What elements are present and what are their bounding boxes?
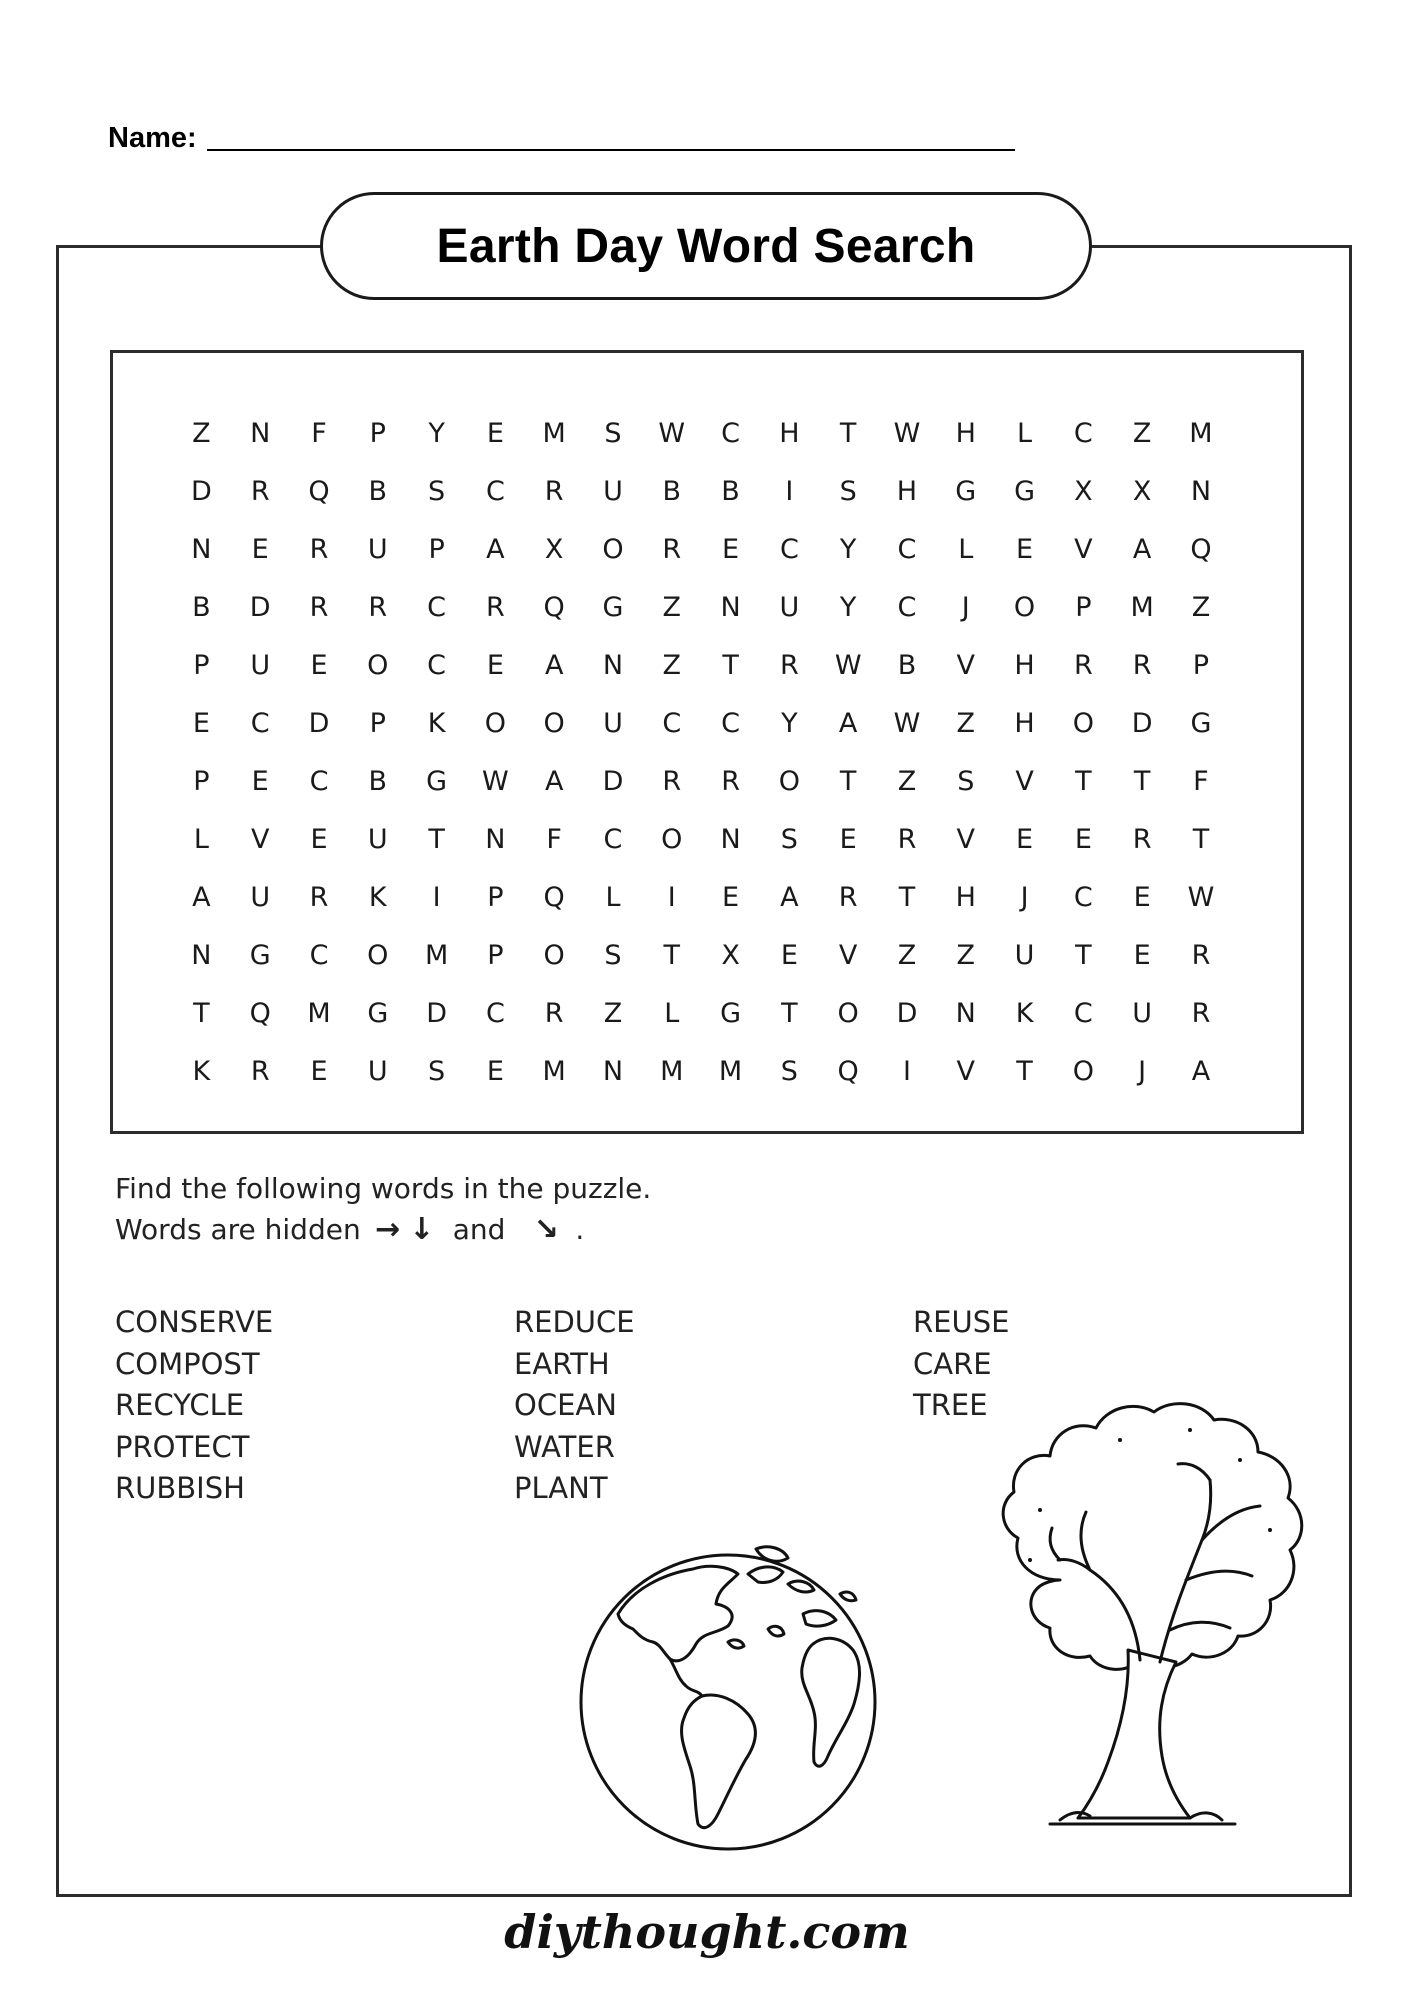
word-item: REUSE <box>913 1305 1010 1339</box>
grid-cell: E <box>251 765 269 797</box>
grid-cell: C <box>1073 417 1093 449</box>
grid-cell: G <box>426 765 448 797</box>
grid-cell: C <box>1073 881 1093 913</box>
word-item: OCEAN <box>514 1388 617 1422</box>
grid-cell: U <box>603 707 623 739</box>
arrow-down-icon: ↓ <box>409 1212 435 1247</box>
grid-cell: D <box>191 475 212 507</box>
grid-cell: O <box>1072 1055 1094 1087</box>
grid-cell: U <box>367 1055 388 1087</box>
arrow-diagonal-icon: ↘ <box>533 1212 559 1247</box>
instruction-line-1: Find the following words in the puzzle. <box>115 1172 652 1205</box>
grid-cell: K <box>192 1055 211 1087</box>
grid-cell: S <box>428 475 446 507</box>
grid-cell: W <box>658 417 686 449</box>
grid-cell: D <box>308 707 330 739</box>
globe-icon <box>578 1534 878 1864</box>
word-item: RUBBISH <box>115 1471 245 1505</box>
grid-cell: K <box>427 707 446 739</box>
grid-cell: R <box>544 997 564 1029</box>
grid-cell: K <box>368 881 387 913</box>
grid-cell: J <box>961 591 970 623</box>
grid-cell: G <box>367 997 389 1029</box>
grid-cell: Z <box>662 591 682 623</box>
grid-cell: H <box>1014 649 1035 681</box>
grid-cell: T <box>428 823 445 855</box>
grid-cell: M <box>1130 591 1154 623</box>
grid-cell: C <box>779 533 799 565</box>
grid-cell: T <box>1192 823 1210 855</box>
grid-cell: Y <box>839 533 857 565</box>
grid-cell: X <box>544 533 564 565</box>
grid-cell: C <box>427 649 447 681</box>
grid-cell: E <box>1016 823 1034 855</box>
grid-cell: E <box>1074 823 1092 855</box>
grid-cell: G <box>249 939 271 971</box>
grid-cell: Z <box>897 765 917 797</box>
name-label: Name: <box>108 122 197 154</box>
grid-cell: E <box>722 533 740 565</box>
letter-grid <box>172 404 1230 1100</box>
grid-cell: Y <box>781 707 798 739</box>
grid-cell: C <box>250 707 270 739</box>
word-item: PROTECT <box>115 1429 250 1464</box>
grid-cell: T <box>1075 765 1092 797</box>
grid-cell: N <box>250 417 271 449</box>
grid-cell: O <box>484 707 507 739</box>
grid-cell: M <box>424 939 449 971</box>
grid-cell: Q <box>249 997 271 1029</box>
name-field[interactable] <box>207 149 1015 151</box>
grid-cell: N <box>602 1055 624 1087</box>
arrow-right-icon: → <box>375 1212 401 1247</box>
grid-cell: A <box>1191 1055 1211 1087</box>
grid-cell: V <box>838 939 858 971</box>
grid-cell: W <box>834 649 862 681</box>
word-item: WATER <box>514 1429 615 1464</box>
footer-brand: diythought.com <box>504 1905 910 1959</box>
grid-cell: U <box>779 591 800 623</box>
word-item: COMPOST <box>115 1346 260 1381</box>
grid-cell: T <box>663 939 681 971</box>
grid-cell: H <box>955 417 976 449</box>
grid-cell: P <box>487 881 504 913</box>
grid-cell: P <box>1192 649 1210 681</box>
grid-cell: V <box>1015 765 1034 797</box>
grid-cell: R <box>309 591 329 623</box>
grid-cell: Y <box>428 417 445 449</box>
grid-cell: C <box>309 765 329 797</box>
grid-cell: P <box>369 417 386 449</box>
instruction-period: . <box>575 1213 585 1246</box>
grid-cell: R <box>544 475 564 507</box>
grid-cell: I <box>902 1055 911 1087</box>
grid-cell: A <box>780 881 799 913</box>
grid-cell: E <box>486 1055 504 1087</box>
grid-cell: V <box>956 1055 975 1087</box>
grid-cell: Z <box>1191 591 1211 623</box>
grid-cell: N <box>1190 475 1212 507</box>
grid-cell: P <box>369 707 386 739</box>
grid-cell: M <box>542 417 566 449</box>
grid-cell: E <box>1133 939 1151 971</box>
grid-cell: X <box>1132 475 1152 507</box>
grid-cell: N <box>955 997 976 1029</box>
grid-cell: R <box>1191 997 1211 1029</box>
grid-cell: T <box>722 649 739 681</box>
grid-cell: A <box>544 765 564 797</box>
grid-cell: S <box>428 1055 446 1087</box>
grid-cell: R <box>309 881 329 913</box>
grid-cell: T <box>1075 939 1092 971</box>
grid-cell: G <box>720 997 742 1029</box>
grid-cell: R <box>721 765 740 797</box>
grid-cell: T <box>781 997 798 1029</box>
grid-cell: H <box>955 881 976 913</box>
grid-cell: U <box>367 533 388 565</box>
grid-cell: T <box>193 997 210 1029</box>
grid-cell: N <box>191 939 212 971</box>
page-title: Earth Day Word Search <box>436 219 976 273</box>
grid-cell: C <box>485 475 505 507</box>
grid-cell: H <box>779 417 800 449</box>
grid-cell: U <box>367 823 388 855</box>
grid-cell: T <box>1133 765 1151 797</box>
grid-cell: R <box>838 881 858 913</box>
grid-cell: P <box>193 649 210 681</box>
word-item: REDUCE <box>514 1305 635 1339</box>
grid-cell: I <box>785 475 794 507</box>
grid-cell: E <box>1133 881 1151 913</box>
grid-cell: C <box>427 591 447 623</box>
grid-cell: R <box>662 533 682 565</box>
grid-cell: P <box>193 765 210 797</box>
grid-cell: R <box>897 823 917 855</box>
grid-cell: G <box>955 475 977 507</box>
word-item: CARE <box>913 1346 992 1381</box>
grid-cell: O <box>367 939 389 971</box>
name-row <box>108 122 1015 155</box>
grid-cell: A <box>1132 533 1152 565</box>
grid-cell: S <box>604 417 622 449</box>
grid-cell: L <box>664 997 680 1029</box>
grid-cell: O <box>543 939 565 971</box>
word-list-column-2 <box>514 1302 635 1510</box>
grid-cell: E <box>486 417 504 449</box>
grid-cell: R <box>250 475 270 507</box>
grid-cell: J <box>1020 881 1029 913</box>
grid-cell: A <box>544 649 564 681</box>
instruction-prefix: Words are hidden <box>115 1213 361 1246</box>
grid-cell: P <box>428 533 445 565</box>
grid-cell: N <box>485 823 506 855</box>
grid-cell: I <box>667 881 676 913</box>
grid-cell: X <box>721 939 740 971</box>
grid-cell: E <box>722 881 740 913</box>
grid-cell: C <box>1073 997 1093 1029</box>
grid-cell: T <box>898 881 916 913</box>
grid-cell: U <box>1014 939 1035 971</box>
grid-cell: Q <box>837 1055 859 1087</box>
grid-cell: U <box>250 649 271 681</box>
grid-cell: Q <box>543 591 565 623</box>
grid-cell: Z <box>662 649 682 681</box>
grid-cell: S <box>780 823 798 855</box>
grid-cell: E <box>780 939 798 971</box>
grid-cell: U <box>250 881 271 913</box>
instruction-and: and <box>452 1213 506 1246</box>
title-banner <box>320 192 1092 300</box>
grid-cell: D <box>1131 707 1153 739</box>
grid-cell: C <box>721 707 740 739</box>
grid-cell: K <box>1015 997 1034 1029</box>
grid-cell: B <box>368 475 388 507</box>
grid-cell: B <box>192 591 211 623</box>
grid-cell: S <box>604 939 622 971</box>
grid-cell: R <box>309 533 329 565</box>
grid-cell: D <box>896 997 918 1029</box>
grid-cell: Z <box>192 417 211 449</box>
grid-cell: R <box>1191 939 1211 971</box>
grid-cell: E <box>839 823 857 855</box>
grid-cell: I <box>432 881 441 913</box>
grid-cell: T <box>839 765 857 797</box>
grid-cell: J <box>1138 1055 1147 1087</box>
grid-cell: Z <box>956 707 975 739</box>
grid-cell: Z <box>956 939 975 971</box>
grid-cell: R <box>1073 649 1093 681</box>
word-item: EARTH <box>514 1346 610 1381</box>
grid-cell: W <box>893 707 921 739</box>
grid-cell: W <box>482 765 509 797</box>
grid-cell: E <box>192 707 210 739</box>
grid-cell: C <box>603 823 623 855</box>
grid-cell: O <box>543 707 565 739</box>
grid-cell: W <box>893 417 921 449</box>
grid-cell: Q <box>1190 533 1212 565</box>
grid-cell: T <box>839 417 857 449</box>
grid-cell: N <box>720 591 741 623</box>
grid-cell: X <box>1074 475 1093 507</box>
word-item: RECYCLE <box>115 1388 245 1422</box>
grid-cell: D <box>602 765 624 797</box>
grid-cell: L <box>958 533 974 565</box>
grid-cell: L <box>605 881 621 913</box>
grid-cell: N <box>602 649 624 681</box>
grid-cell: E <box>251 533 269 565</box>
grid-cell: O <box>1013 591 1036 623</box>
grid-cell: B <box>897 649 917 681</box>
tree-icon <box>940 1400 1340 1840</box>
grid-cell: O <box>661 823 683 855</box>
grid-cell: A <box>486 533 505 565</box>
grid-cell: Y <box>839 591 857 623</box>
grid-cell: R <box>1132 649 1152 681</box>
grid-cell: Q <box>543 881 565 913</box>
word-list-column-1 <box>115 1302 273 1510</box>
grid-cell: S <box>780 1055 798 1087</box>
grid-cell: O <box>837 997 859 1029</box>
grid-cell: D <box>426 997 447 1029</box>
grid-cell: G <box>1190 707 1212 739</box>
grid-cell: G <box>1014 475 1036 507</box>
grid-cell: M <box>542 1055 566 1087</box>
grid-cell: O <box>1072 707 1094 739</box>
grid-cell: U <box>1132 997 1153 1029</box>
grid-cell: E <box>310 823 328 855</box>
grid-cell: H <box>1014 707 1035 739</box>
grid-cell: O <box>367 649 389 681</box>
grid-cell: T <box>1016 1055 1033 1087</box>
grid-cell: C <box>897 591 917 623</box>
grid-cell: Z <box>1132 417 1152 449</box>
grid-cell: M <box>307 997 331 1029</box>
grid-cell: A <box>192 881 211 913</box>
word-item: PLANT <box>514 1471 608 1505</box>
grid-cell: G <box>602 591 624 623</box>
grid-cell: N <box>720 823 741 855</box>
grid-cell: V <box>1074 533 1093 565</box>
grid-cell: B <box>368 765 388 797</box>
grid-cell: B <box>721 475 740 507</box>
grid-cell: L <box>1017 417 1033 449</box>
grid-cell: R <box>662 765 682 797</box>
grid-cell: C <box>309 939 329 971</box>
grid-cell: C <box>897 533 917 565</box>
grid-cell: E <box>1016 533 1034 565</box>
grid-cell: V <box>250 823 270 855</box>
grid-cell: E <box>310 1055 328 1087</box>
grid-cell: S <box>957 765 975 797</box>
grid-cell: A <box>838 707 858 739</box>
grid-cell: V <box>956 649 975 681</box>
grid-cell: Q <box>308 475 330 507</box>
grid-cell: C <box>721 417 740 449</box>
grid-cell: F <box>546 823 562 855</box>
grid-cell: C <box>662 707 682 739</box>
grid-cell: H <box>896 475 918 507</box>
grid-cell: F <box>311 417 327 449</box>
grid-cell: Z <box>603 997 623 1029</box>
grid-cell: F <box>1193 765 1209 797</box>
grid-cell: R <box>779 649 799 681</box>
grid-cell: R <box>486 591 505 623</box>
grid-cell: C <box>485 997 505 1029</box>
grid-cell: P <box>487 939 504 971</box>
grid-cell: M <box>1189 417 1213 449</box>
grid-cell: R <box>250 1055 270 1087</box>
grid-cell: E <box>310 649 328 681</box>
grid-cell: V <box>956 823 975 855</box>
word-item: TREE <box>913 1388 988 1422</box>
grid-cell: R <box>368 591 388 623</box>
grid-cell: U <box>603 475 623 507</box>
grid-cell: W <box>1187 881 1215 913</box>
grid-cell: M <box>718 1055 743 1087</box>
grid-cell: N <box>191 533 212 565</box>
grid-cell: B <box>662 475 682 507</box>
grid-cell: P <box>1075 591 1092 623</box>
word-item: CONSERVE <box>115 1305 274 1339</box>
grid-cell: S <box>839 475 857 507</box>
grid-cell: Z <box>897 939 917 971</box>
grid-cell: O <box>778 765 800 797</box>
grid-cell: M <box>660 1055 684 1087</box>
instruction-line-2 <box>115 1212 584 1247</box>
grid-cell: L <box>193 823 209 855</box>
grid-cell: D <box>249 591 271 623</box>
grid-cell: R <box>1132 823 1152 855</box>
grid-cell: O <box>602 533 624 565</box>
grid-cell: E <box>486 649 504 681</box>
